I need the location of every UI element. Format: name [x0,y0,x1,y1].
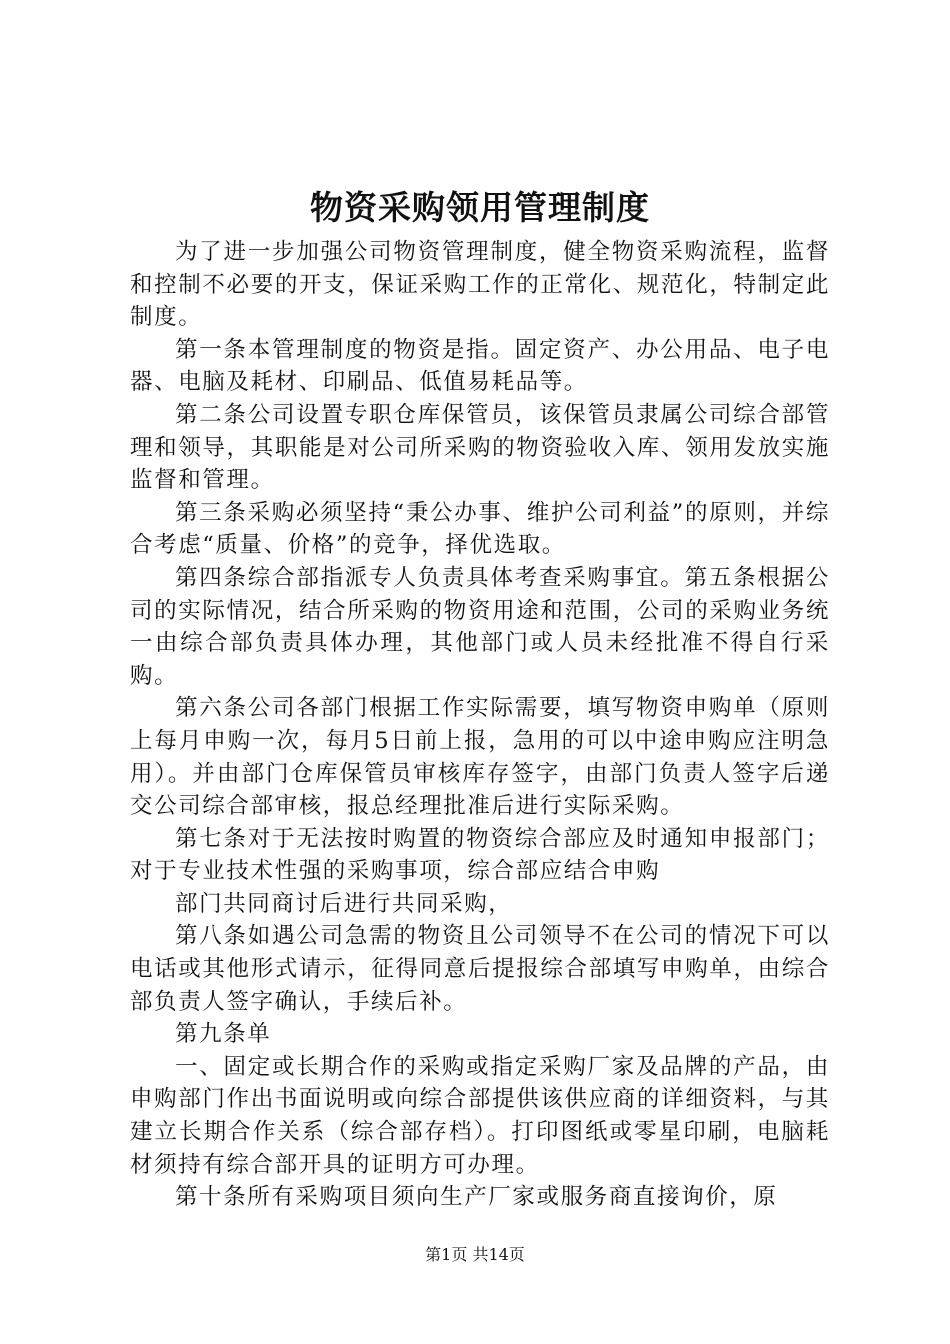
paragraph-article-9: 第九条单 [175,1021,272,1048]
paragraph-article-7-cont: 部门共同商讨后进行共同采购， [175,890,513,917]
page-footer: 第1页 共14页 [425,1245,525,1264]
paragraph-article-6: 第六条公司各部门根据工作实际需要，填写物资申购单（原则上每月申购一次，每月5日前上报，急用的可以中途申购应注明急用）。并由部门仓库保管员审核库存签字，由部门负责人签字后递交公司综合部审核，报总经理批准后进行实际采购。 [130,695,830,820]
paragraph-article-3: 第三条采购必须坚持“秉公办事、维护公司利益”的原则，并综合考虑“质量、价格”的竞争，择优选取。 [130,499,830,559]
paragraph-article-9-item-1: 一、固定或长期合作的采购或指定采购厂家及品牌的产品，由申购部门作出书面说明或向综合部提供该供应商的详细资料，与其建立长期合作关系（综合部存档）。打印图纸或零星印刷，电脑耗材须持有综合部开具的证明方可办理。 [130,1053,830,1178]
paragraph-article-8: 第八条如遇公司急需的物资且公司领导不在公司的情况下可以电话或其他形式请示，征得同意后提报综合部填写申购单，由综合部负责人签字确认，手续后补。 [130,923,830,1015]
paragraph-article-10: 第十条所有采购项目须向生产厂家或服务商直接询价，原 [175,1184,778,1211]
paragraph-article-2: 第二条公司设置专职仓库保管员，该保管员隶属公司综合部管理和领导，其职能是对公司所采购的物资验收入库、领用发放实施监督和管理。 [130,401,830,494]
paragraph-intro: 为了进一步加强公司物资管理制度，健全物资采购流程，监督和控制不必要的开支，保证采购工作的正常化、规范化，特制定此制度。 [130,239,830,331]
paragraph-article-7: 第七条对于无法按时购置的物资综合部应及时通知申报部门；对于专业技术性强的采购事项，综合部应结合申购 [130,825,830,885]
document-page [130,182,830,1214]
paragraph-article-1: 第一条本管理制度的物资是指。固定资产、办公用品、电子电器、电脑及耗材、印刷品、低值易耗品等。 [130,336,830,396]
document-title: 物资采购领用管理制度 [310,188,650,227]
paragraph-article-4-5: 第四条综合部指派专人负责具体考查采购事宜。第五条根据公司的实际情况，结合所采购的物资用途和范围，公司的采购业务统一由综合部负责具体办理，其他部门或人员未经批准不得自行采购。 [130,564,830,689]
